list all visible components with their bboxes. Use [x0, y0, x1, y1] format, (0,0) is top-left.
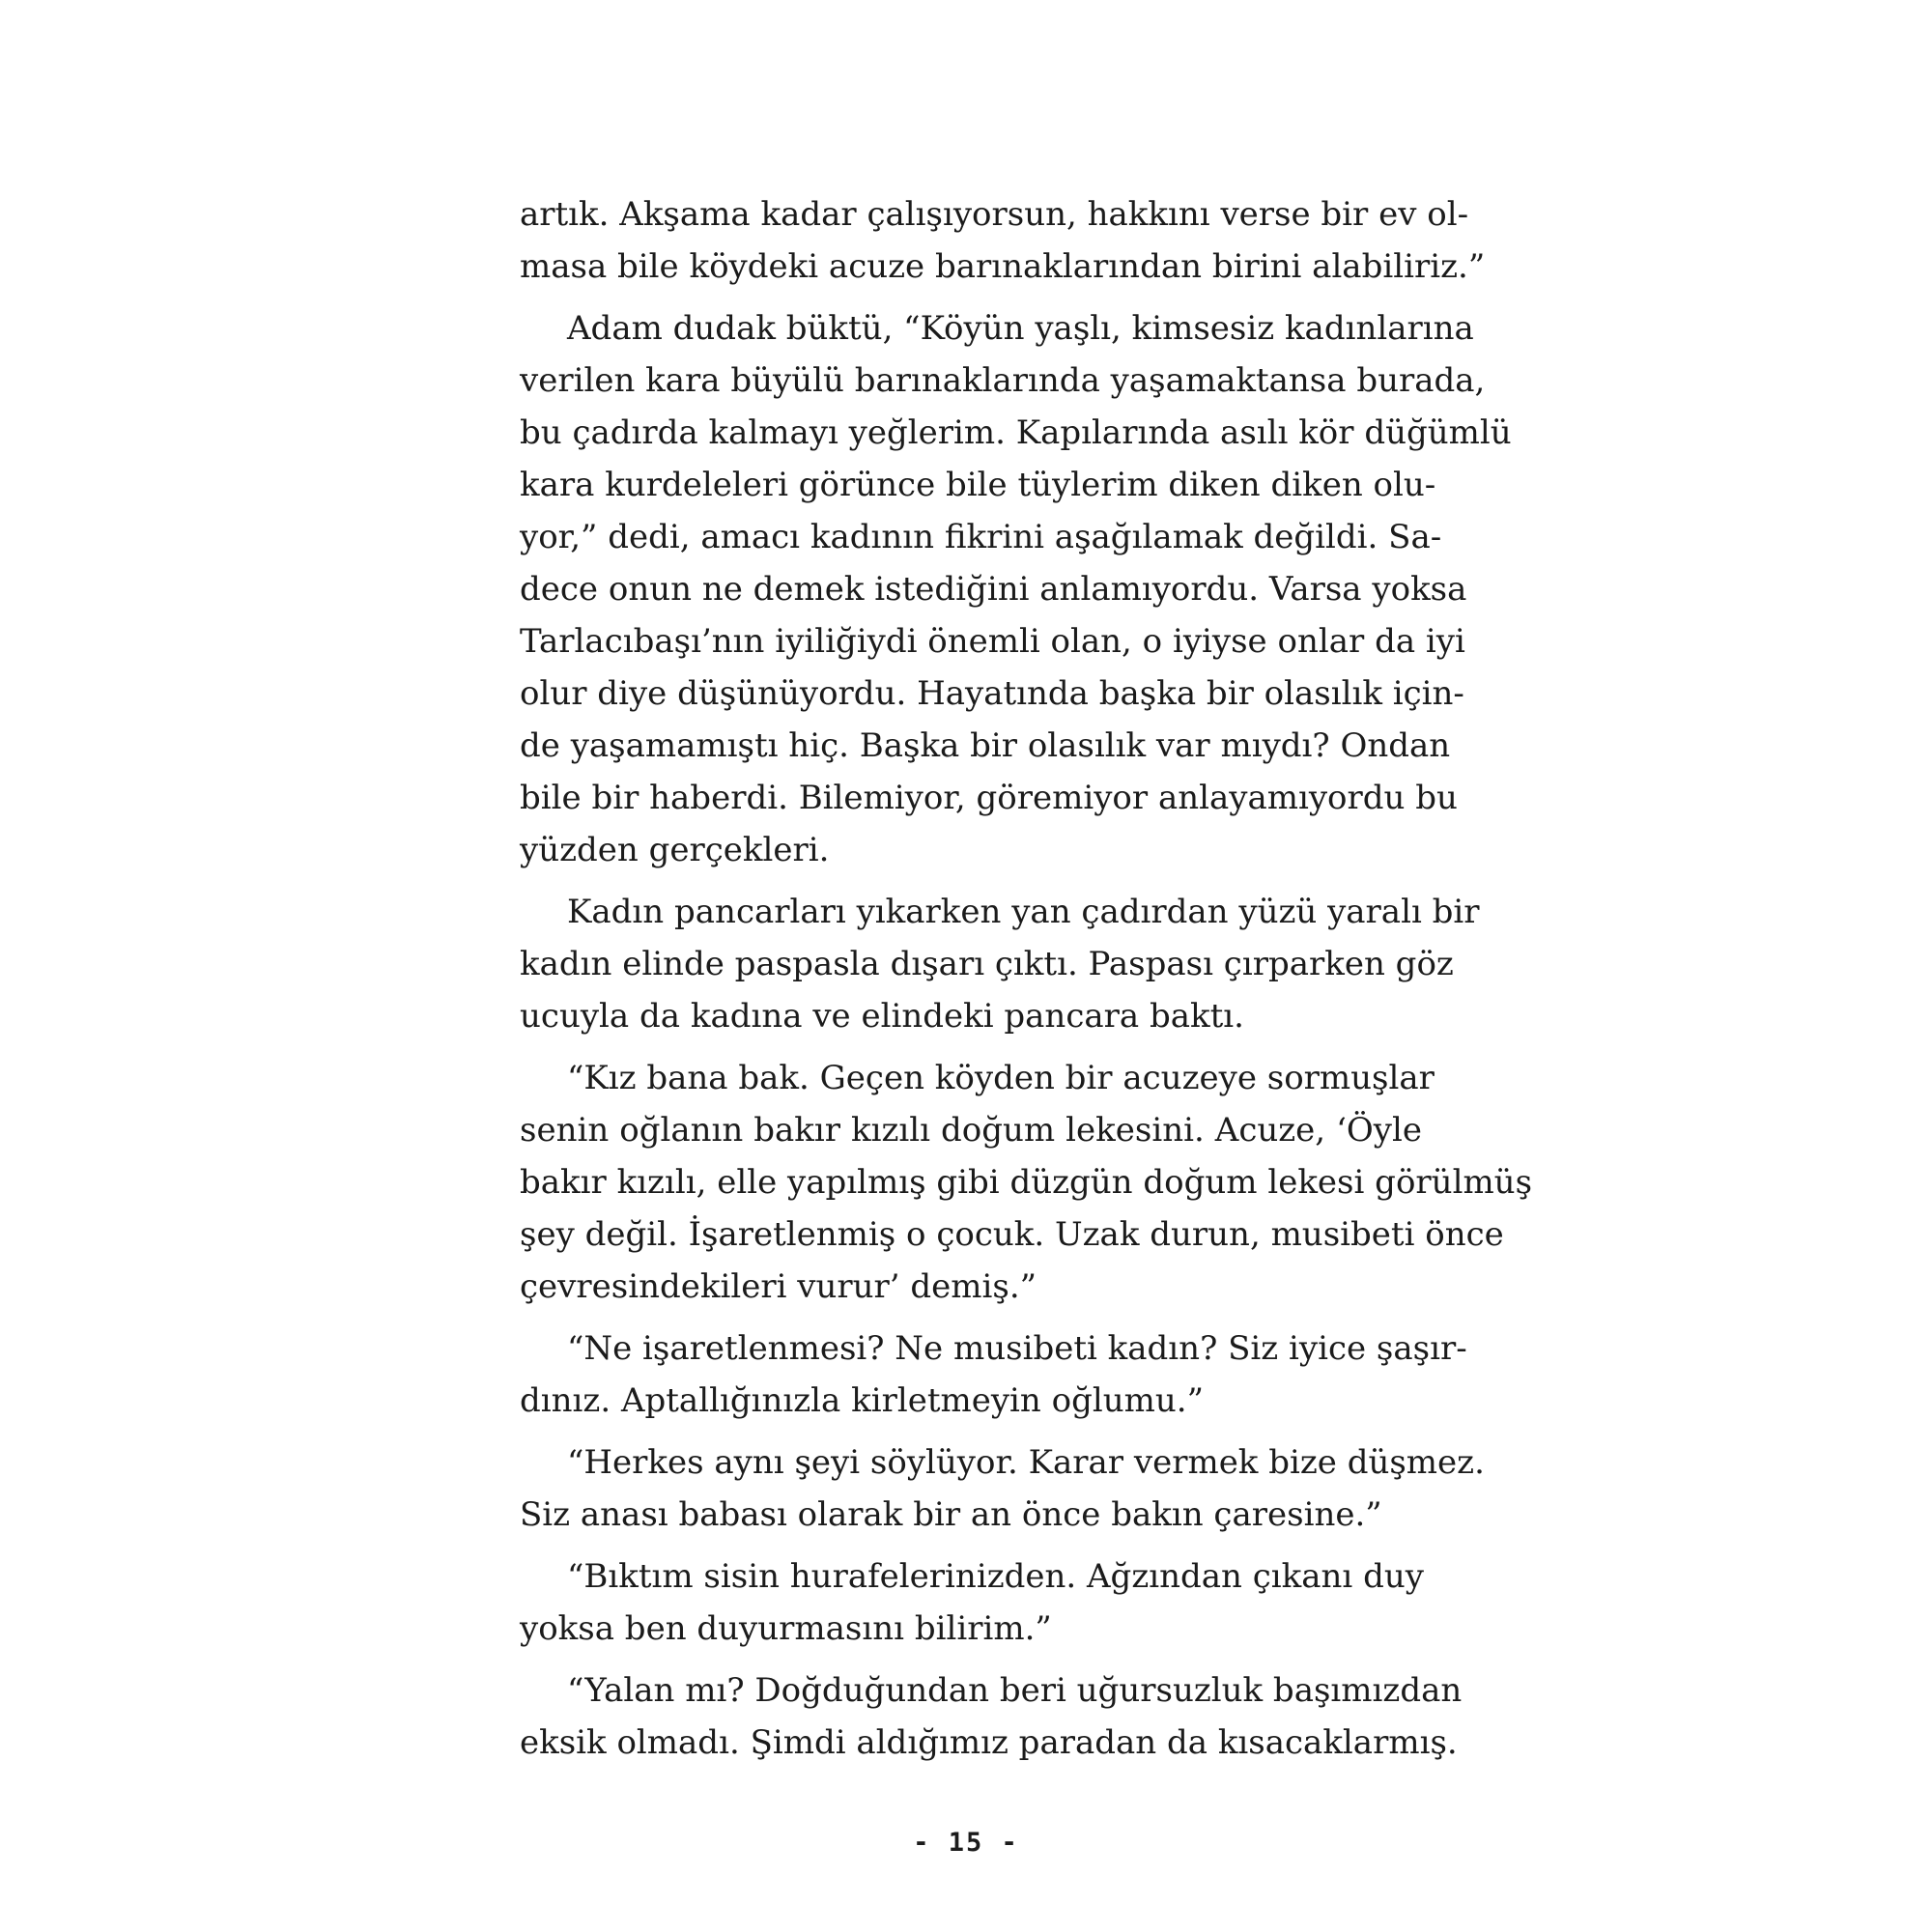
text-line: dece onun ne demek istediğini anlamıyordu. Varsa yoksa	[520, 570, 1467, 609]
text-line: “Herkes aynı şeyi söylüyor. Karar vermek bize düşmez.	[567, 1443, 1485, 1482]
text-line: Siz anası babası olarak bir an önce bakın çaresine.”	[520, 1495, 1382, 1534]
page-number: - 15 -	[913, 1828, 1019, 1858]
text-line: Tarlacıbaşı’nın iyiliğiydi önemli olan, o iyiyse onlar da iyi	[520, 622, 1465, 661]
text-line: kara kurdeleleri görünce bile tüylerim diken diken olu-	[520, 466, 1436, 504]
text-line: de yaşamamıştı hiç. Başka bir olasılık var mıydı? Ondan	[520, 726, 1451, 765]
text-line: Kadın pancarları yıkarken yan çadırdan yüzü yaralı bir	[567, 893, 1480, 931]
text-line: kadın elinde paspasla dışarı çıktı. Paspası çırparken göz	[520, 945, 1454, 983]
text-line: senin oğlanın bakır kızılı doğum lekesini. Acuze, ‘Öyle	[520, 1111, 1422, 1150]
paragraph	[520, 1052, 1533, 1313]
text-line: olur diye düşünüyordu. Hayatında başka bir olasılık için-	[520, 674, 1464, 713]
text-line: çevresindekileri vurur’ demiş.”	[520, 1267, 1037, 1306]
text-line: eksik olmadı. Şimdi aldığımız paradan da kısacaklarmış.	[520, 1723, 1458, 1762]
text-line: bile bir haberdi. Bilemiyor, göremiyor anlayamıyordu bu	[520, 779, 1458, 817]
paragraph	[520, 1436, 1485, 1541]
paragraph	[520, 1664, 1463, 1769]
paragraph	[520, 886, 1480, 1042]
paragraph	[520, 188, 1486, 293]
text-line: yüzden gerçekleri.	[520, 831, 830, 869]
paragraph	[520, 1550, 1422, 1655]
text-line: yoksa ben duyurmasını bilirim.”	[520, 1609, 1052, 1648]
text-line: artık. Akşama kadar çalışıyorsun, hakkını verse bir ev ol-	[520, 195, 1469, 234]
body-text	[520, 188, 1533, 1778]
text-line: ucuyla da kadına ve elindeki pancara baktı.	[520, 997, 1244, 1036]
paragraph	[520, 302, 1512, 876]
text-line: yor,” dedi, amacı kadının fikrini aşağılamak değildi. Sa-	[520, 518, 1442, 556]
text-line: bakır kızılı, elle yapılmış gibi düzgün doğum lekesi görülmüş	[520, 1163, 1533, 1202]
text-line: “Kız bana bak. Geçen köyden bir acuzeye sormuşlar	[567, 1059, 1435, 1097]
text-line: “Yalan mı? Doğduğundan beri uğursuzluk başımızdan	[567, 1671, 1463, 1710]
text-line: şey değil. İşaretlenmiş o çocuk. Uzak durun, musibeti önce	[520, 1215, 1504, 1254]
text-line: “Bıktım sisin hurafelerinizden. Ağzından çıkanı duy	[567, 1557, 1424, 1596]
paragraph	[520, 1322, 1467, 1427]
text-line: “Ne işaretlenmesi? Ne musibeti kadın? Siz iyice şaşır-	[567, 1329, 1467, 1368]
text-line: masa bile köydeki acuze barınaklarından birini alabiliriz.”	[520, 247, 1486, 286]
text-line: dınız. Aptallığınızla kirletmeyin oğlumu.”	[520, 1381, 1204, 1420]
text-line: bu çadırda kalmayı yeğlerim. Kapılarında asılı kör düğümlü	[520, 413, 1512, 452]
text-line: Adam dudak büktü, “Köyün yaşlı, kimsesiz kadınlarına	[567, 309, 1474, 348]
text-line: verilen kara büyülü barınaklarında yaşamaktansa burada,	[520, 361, 1486, 400]
